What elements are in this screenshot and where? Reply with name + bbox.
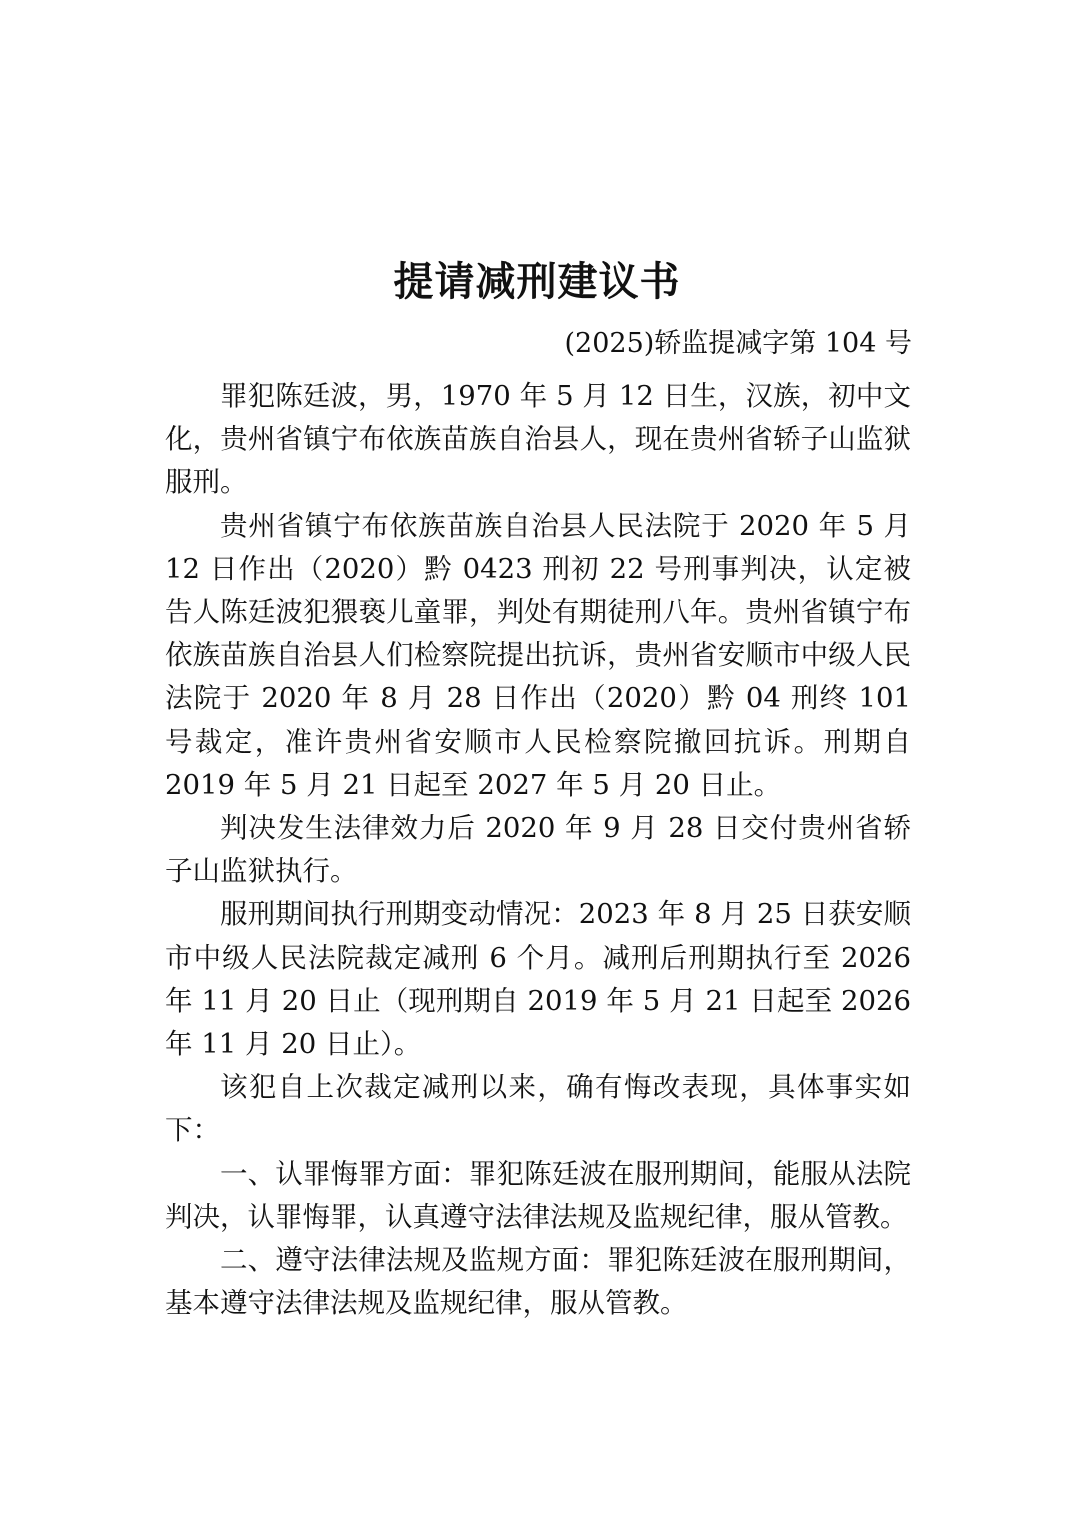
paragraph-execution: 判决发生法律效力后 2020 年 9 月 28 日交付贵州省轿子山监狱执行。 [165, 812, 911, 888]
paragraph-judgment: 贵州省镇宁布依族苗族自治县人民法院于 2020 年 5 月 12 日作出（2020）黔 0423 刑初 22 号刑事判决，认定被告人陈廷波犯猥亵儿童罪，判处有期徒刑八年。贵州省镇宁布依族苗族自治县人们检察院提出抗诉，贵州省安顺市中级人民法院于 2020 年 8 月 28 日作出（2020）黔 04 刑终 101 号裁定，准许贵州省安顺市人民检察院撤回抗诉。刑期自 2019 年 5 月 21 日起至 2027 年 5 月 20 日止。 [165, 509, 911, 801]
document-number: (2025)轿监提减字第 104 号 [564, 328, 912, 359]
paragraph-repentance-intro: 该犯自上次裁定减刑以来，确有悔改表现，具体事实如下： [165, 1071, 911, 1147]
document-body [165, 375, 911, 1325]
paragraph-point-one: 一、认罪悔罪方面：罪犯陈廷波在服刑期间，能服从法院判决，认罪悔罪，认真遵守法律法规及监规纪律，服从管教。 [165, 1157, 911, 1233]
paragraph-criminal-info: 罪犯陈廷波，男，1970 年 5 月 12 日生，汉族，初中文化，贵州省镇宁布依族苗族自治县人，现在贵州省轿子山监狱服刑。 [165, 380, 911, 499]
document-title: 提请减刑建议书 [393, 258, 681, 305]
paragraph-point-two: 二、遵守法律法规及监规方面：罪犯陈廷波在服刑期间，基本遵守法律法规及监规纪律，服从管教。 [165, 1244, 911, 1320]
paragraph-sentence-change: 服刑期间执行刑期变动情况：2023 年 8 月 25 日获安顺市中级人民法院裁定减刑 6 个月。减刑后刑期执行至 2026 年 11 月 20 日止（现刑期自 2019 年 5 月 21 日起至 2026 年 11 月 20 日止）。 [165, 898, 911, 1061]
